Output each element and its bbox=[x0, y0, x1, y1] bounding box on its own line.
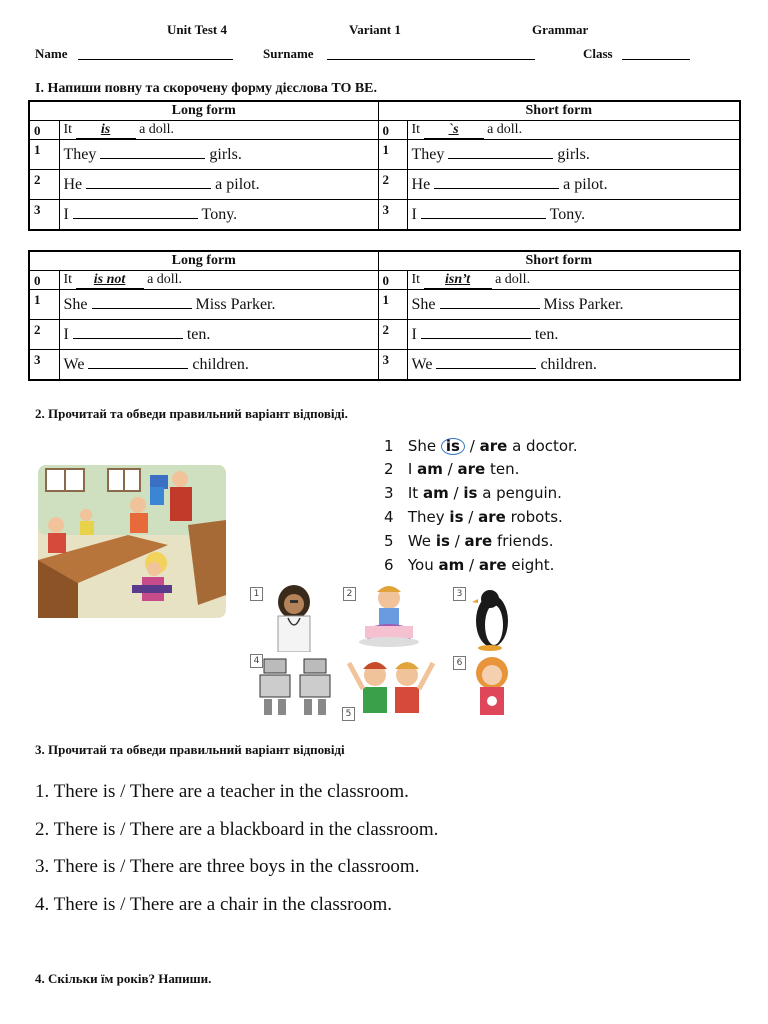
surname-field[interactable] bbox=[327, 59, 535, 60]
long-form-cell bbox=[59, 290, 378, 320]
list-item bbox=[384, 532, 553, 550]
answer-blank[interactable] bbox=[436, 368, 536, 369]
answer-blank[interactable]: is not bbox=[76, 272, 144, 289]
subject-word: It bbox=[411, 271, 421, 287]
table-row bbox=[29, 320, 740, 350]
option-2[interactable]: is bbox=[463, 484, 478, 502]
item-subject: I bbox=[407, 460, 413, 478]
row-number: 0 bbox=[378, 121, 407, 140]
class-label: Class bbox=[583, 46, 613, 61]
subject-word: He bbox=[411, 175, 431, 193]
item-number: 2 bbox=[384, 460, 394, 478]
unit-title: Unit Test 4 bbox=[167, 22, 227, 37]
row-number: 1 bbox=[29, 290, 59, 320]
item-rest: friends. bbox=[497, 532, 554, 550]
list-item bbox=[384, 460, 519, 478]
answer-blank[interactable] bbox=[73, 218, 198, 219]
short-form-cell bbox=[407, 290, 740, 320]
list-item bbox=[384, 556, 554, 574]
long-form-cell bbox=[59, 200, 378, 231]
section1-title: I. Напиши повну та скорочену форму дієслова TO BE. bbox=[35, 81, 378, 96]
table-to-be-negative bbox=[28, 250, 741, 381]
list-item: 3. There is / There are three boys in the classroom. bbox=[35, 856, 420, 877]
option-2[interactable]: are bbox=[457, 460, 486, 478]
answer-blank[interactable] bbox=[434, 188, 559, 189]
long-form-cell bbox=[59, 140, 378, 170]
item-rest: a doctor. bbox=[512, 437, 578, 455]
subject-word: I bbox=[411, 205, 417, 223]
picture-number: 4 bbox=[250, 654, 263, 668]
item-subject: She bbox=[407, 437, 437, 455]
answer-blank[interactable] bbox=[421, 218, 546, 219]
subject-title: Grammar bbox=[532, 22, 589, 37]
option-2[interactable]: are bbox=[478, 508, 506, 526]
answer-blank[interactable] bbox=[440, 308, 540, 309]
section2-title: 2. Прочитай та обведи правильний варіант відповіді. bbox=[35, 406, 348, 421]
table-row bbox=[29, 271, 740, 290]
subject-word: We bbox=[411, 355, 433, 373]
option-separator: / bbox=[468, 508, 474, 526]
table-row bbox=[29, 170, 740, 200]
option-separator: / bbox=[453, 484, 459, 502]
sentence-end: a doll. bbox=[139, 121, 175, 137]
sentence-end: ten. bbox=[534, 325, 559, 343]
answer-blank[interactable] bbox=[448, 158, 553, 159]
boy-cake-picture bbox=[355, 582, 421, 652]
table-to-be-positive bbox=[28, 100, 741, 231]
long-form-cell bbox=[59, 320, 378, 350]
item-rest: robots. bbox=[510, 508, 563, 526]
col-header-short: Short form bbox=[378, 251, 740, 271]
row-number: 2 bbox=[29, 320, 59, 350]
item-number: 6 bbox=[384, 556, 394, 574]
option-2[interactable]: are bbox=[479, 437, 508, 455]
list-item: 1. There is / There are a teacher in the classroom. bbox=[35, 781, 409, 802]
subject-word: It bbox=[411, 121, 421, 137]
short-form-cell bbox=[407, 200, 740, 231]
sentence-end: Miss Parker. bbox=[195, 295, 276, 313]
row-number: 1 bbox=[378, 140, 407, 170]
name-label: Name bbox=[35, 46, 68, 61]
picture-number: 1 bbox=[250, 587, 263, 601]
item-number: 1 bbox=[384, 437, 394, 455]
option-1: is bbox=[445, 437, 460, 455]
option-1[interactable]: is bbox=[435, 532, 450, 550]
list-item bbox=[384, 437, 578, 455]
subject-word: It bbox=[63, 121, 73, 137]
subject-word: He bbox=[63, 175, 83, 193]
subject-word: I bbox=[411, 325, 417, 343]
long-form-cell bbox=[59, 350, 378, 381]
picture-number: 2 bbox=[343, 587, 356, 601]
table-row bbox=[29, 200, 740, 231]
option-circled[interactable] bbox=[441, 438, 465, 455]
option-1[interactable]: am bbox=[417, 460, 443, 478]
subject-word: She bbox=[411, 295, 436, 313]
table-row bbox=[29, 121, 740, 140]
short-form-cell bbox=[407, 170, 740, 200]
option-1[interactable]: am bbox=[438, 556, 465, 574]
item-rest: a penguin. bbox=[482, 484, 562, 502]
answer-blank[interactable] bbox=[421, 338, 531, 339]
subject-word: They bbox=[63, 145, 97, 163]
list-item: 4. There is / There are a chair in the classroom. bbox=[35, 894, 392, 915]
short-form-cell bbox=[407, 320, 740, 350]
row-number: 2 bbox=[29, 170, 59, 200]
option-separator: / bbox=[469, 437, 475, 455]
sentence-end: children. bbox=[192, 355, 249, 373]
short-form-cell bbox=[407, 121, 740, 140]
option-2[interactable]: are bbox=[478, 556, 507, 574]
short-form-cell bbox=[407, 140, 740, 170]
item-number: 5 bbox=[384, 532, 394, 550]
row-number: 3 bbox=[29, 350, 59, 381]
row-number: 3 bbox=[29, 200, 59, 231]
long-form-cell bbox=[59, 271, 378, 290]
sentence-end: a doll. bbox=[487, 121, 523, 137]
sentence-end: Tony. bbox=[549, 205, 586, 223]
surname-label: Surname bbox=[263, 46, 314, 61]
answer-blank[interactable] bbox=[100, 158, 205, 159]
item-subject: You bbox=[407, 556, 434, 574]
option-separator: / bbox=[447, 460, 453, 478]
long-form-cell bbox=[59, 121, 378, 140]
sentence-end: a pilot. bbox=[215, 175, 260, 193]
classroom-illustration bbox=[38, 465, 226, 618]
friends-picture bbox=[345, 655, 437, 721]
row-number: 0 bbox=[29, 121, 59, 140]
picture-number: 5 bbox=[342, 707, 355, 721]
option-1[interactable]: is bbox=[449, 508, 464, 526]
doctor-picture bbox=[266, 582, 322, 652]
subject-word: I bbox=[63, 205, 69, 223]
short-form-cell bbox=[407, 350, 740, 381]
row-number: 0 bbox=[29, 271, 59, 290]
sentence-end: a pilot. bbox=[563, 175, 608, 193]
answer-blank[interactable]: isn’t bbox=[424, 272, 492, 289]
item-rest: ten. bbox=[489, 460, 520, 478]
answer-blank[interactable]: is bbox=[76, 122, 136, 139]
table-row bbox=[29, 290, 740, 320]
subject-word: We bbox=[63, 355, 85, 373]
picture-number: 3 bbox=[453, 587, 466, 601]
table-row bbox=[29, 350, 740, 381]
subject-word: She bbox=[63, 295, 88, 313]
sentence-end: Tony. bbox=[201, 205, 238, 223]
row-number: 1 bbox=[29, 140, 59, 170]
item-subject: They bbox=[407, 508, 445, 526]
row-number: 2 bbox=[378, 320, 407, 350]
sentence-end: Miss Parker. bbox=[543, 295, 624, 313]
sentence-end: girls. bbox=[557, 145, 590, 163]
table-row bbox=[29, 140, 740, 170]
answer-blank[interactable] bbox=[86, 188, 211, 189]
list-item: 2. There is / There are a blackboard in the classroom. bbox=[35, 819, 439, 840]
answer-blank[interactable] bbox=[92, 308, 192, 309]
subject-word: It bbox=[63, 271, 73, 287]
section3-title: 3. Прочитай та обведи правильний варіант відповіді bbox=[35, 742, 345, 757]
answer-blank[interactable] bbox=[88, 368, 188, 369]
answer-blank[interactable]: `s bbox=[424, 122, 484, 139]
sentence-end: girls. bbox=[209, 145, 242, 163]
sentence-end: ten. bbox=[186, 325, 211, 343]
sentence-end: children. bbox=[540, 355, 597, 373]
list-item bbox=[384, 484, 562, 502]
robots-picture bbox=[256, 655, 340, 719]
row-number: 3 bbox=[378, 200, 407, 231]
option-1[interactable]: am bbox=[422, 484, 449, 502]
subject-word: I bbox=[63, 325, 69, 343]
col-header-long: Long form bbox=[29, 251, 378, 271]
subject-word: They bbox=[411, 145, 445, 163]
sentence-end: a doll. bbox=[147, 271, 183, 287]
item-subject: It bbox=[407, 484, 419, 502]
name-field[interactable] bbox=[78, 59, 233, 60]
variant-title: Variant 1 bbox=[349, 22, 401, 37]
list-item bbox=[384, 508, 563, 526]
col-header-long: Long form bbox=[29, 101, 378, 121]
girl-picture bbox=[470, 655, 516, 721]
item-number: 4 bbox=[384, 508, 394, 526]
item-subject: We bbox=[407, 532, 432, 550]
row-number: 0 bbox=[378, 271, 407, 290]
item-rest: eight. bbox=[511, 556, 555, 574]
short-form-cell bbox=[407, 271, 740, 290]
long-form-cell bbox=[59, 170, 378, 200]
option-2[interactable]: are bbox=[464, 532, 493, 550]
section4-title: 4. Скільки їм років? Напиши. bbox=[35, 971, 212, 986]
item-number: 3 bbox=[384, 484, 394, 502]
picture-number: 6 bbox=[453, 656, 466, 670]
row-number: 1 bbox=[378, 290, 407, 320]
option-separator: / bbox=[469, 556, 475, 574]
option-separator: / bbox=[454, 532, 460, 550]
class-field[interactable] bbox=[622, 59, 690, 60]
row-number: 2 bbox=[378, 170, 407, 200]
answer-blank[interactable] bbox=[73, 338, 183, 339]
sentence-end: a doll. bbox=[495, 271, 531, 287]
col-header-short: Short form bbox=[378, 101, 740, 121]
penguin-picture bbox=[468, 585, 518, 651]
row-number: 3 bbox=[378, 350, 407, 381]
